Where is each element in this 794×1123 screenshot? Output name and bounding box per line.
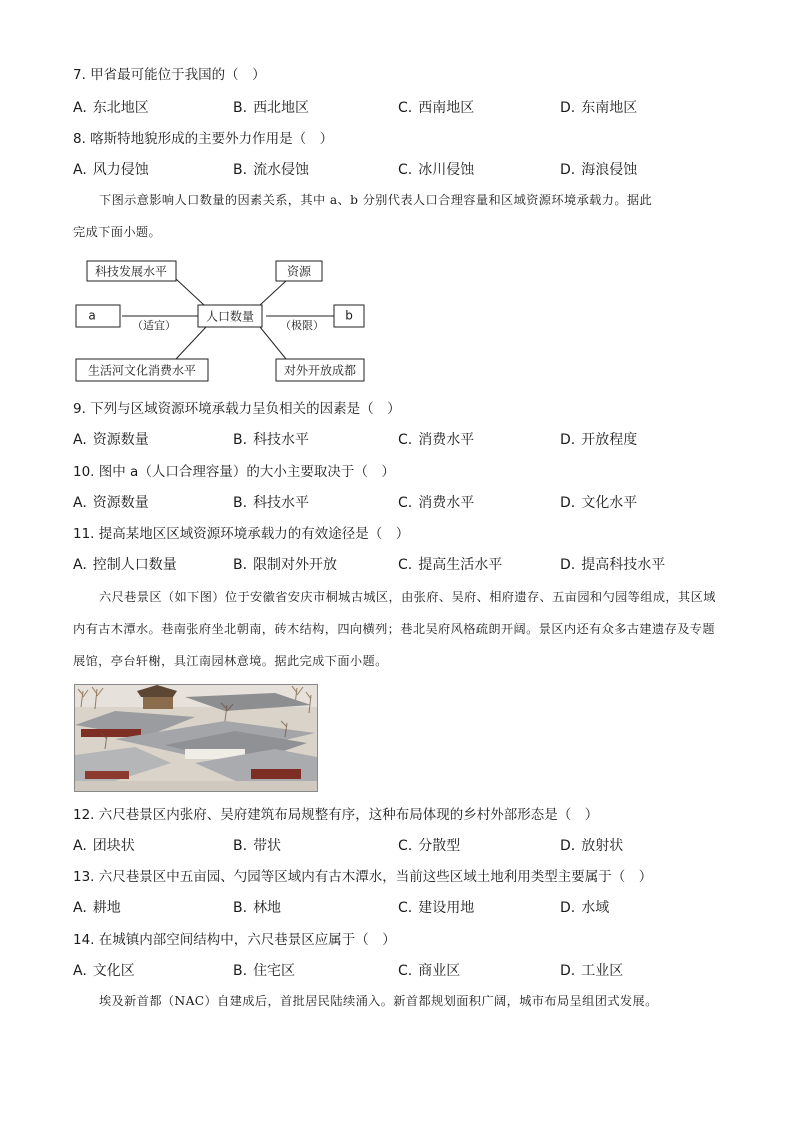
option-d[interactable]: D. 东南地区 xyxy=(560,100,638,116)
option-b[interactable]: B. 科技水平 xyxy=(233,432,310,448)
question-11-stem: 11. 提高某地区区域资源环境承载力的有效途径是（ ） xyxy=(73,526,410,542)
box-a xyxy=(76,305,120,327)
option-c[interactable]: C. 消费水平 xyxy=(398,495,475,511)
option-a[interactable]: A. 文化区 xyxy=(73,963,135,979)
option-a[interactable]: A. 耕地 xyxy=(73,900,121,916)
option-b[interactable]: B. 住宅区 xyxy=(233,963,296,979)
text-resource: 资源 xyxy=(286,264,312,279)
label-suitable: （适宜） xyxy=(132,319,176,332)
option-a[interactable]: A. 资源数量 xyxy=(73,495,149,511)
option-d[interactable]: D. 工业区 xyxy=(560,963,624,979)
question-9-options xyxy=(73,430,733,450)
option-c[interactable]: C. 提高生活水平 xyxy=(398,557,503,573)
option-a[interactable]: A. 风力侵蚀 xyxy=(73,162,149,178)
option-d[interactable]: D. 水域 xyxy=(560,900,610,916)
option-c[interactable]: C. 消费水平 xyxy=(398,432,475,448)
scenic-area-photo xyxy=(74,684,318,792)
option-c[interactable]: C. 冰川侵蚀 xyxy=(398,162,475,178)
option-c[interactable]: C. 商业区 xyxy=(398,963,461,979)
question-11-options xyxy=(73,555,733,575)
label-limit: （极限） xyxy=(280,319,324,332)
question-9-stem: 9. 下列与区域资源环境承载力呈负相关的因素是（ ） xyxy=(73,401,401,417)
question-10-options xyxy=(73,493,733,513)
option-c[interactable]: C. 分散型 xyxy=(398,838,461,854)
option-b[interactable]: B. 带状 xyxy=(233,838,282,854)
question-14-stem: 14. 在城镇内部空间结构中，六尺巷景区应属于（ ） xyxy=(73,932,396,948)
question-8-stem: 8. 喀斯特地貌形成的主要外力作用是（ ） xyxy=(73,131,334,147)
intro-paragraph-line-2: 完成下面小题。 xyxy=(73,225,162,239)
question-7-options xyxy=(73,98,733,118)
question-14-options xyxy=(73,961,733,981)
option-b[interactable]: B. 林地 xyxy=(233,900,282,916)
question-12-options xyxy=(73,836,733,856)
question-8-options xyxy=(73,160,733,180)
text-living: 生活河文化消费水平 xyxy=(87,363,197,378)
option-b[interactable]: B. 西北地区 xyxy=(233,100,310,116)
option-d[interactable]: D. 放射状 xyxy=(560,838,624,854)
option-b[interactable]: B. 限制对外开放 xyxy=(233,557,338,573)
option-a[interactable]: A. 东北地区 xyxy=(73,100,149,116)
option-c[interactable]: C. 西南地区 xyxy=(398,100,475,116)
option-d[interactable]: D. 提高科技水平 xyxy=(560,557,666,573)
intro-paragraph-2: 六尺巷景区（如下图）位于安徽省安庆市桐城古城区，由张府、吴府、相府遗存、五亩园和勺园等组成，其区域内有古木潭水。巷南张府坐北朝南，砖木结构，四向横列；巷北吴府风格疏朗开阔。景区内还有众多古建遗存及专题展馆，亭台轩榭，具江南园林意境。据此完成下面小题。 xyxy=(73,590,716,668)
question-13-stem: 13. 六尺巷景区中五亩园、勺园等区域内有古木潭水，当前这些区域土地利用类型主要属于（ ） xyxy=(73,869,653,885)
text-b: b xyxy=(345,308,353,323)
option-d[interactable]: D. 海浪侵蚀 xyxy=(560,162,638,178)
option-a[interactable]: A. 控制人口数量 xyxy=(73,557,177,573)
option-a[interactable]: A. 资源数量 xyxy=(73,432,149,448)
intro-paragraph-line-1: 下图示意影响人口数量的因素关系，其中 a、b 分别代表人口合理容量和区域资源环境承载力。据此 xyxy=(99,193,653,207)
intro-paragraph-3: 埃及新首都（NAC）自建成后，首批居民陆续涌入。新首都规划面积广阔，城市布局呈组团式发展。 xyxy=(99,994,658,1008)
text-tech: 科技发展水平 xyxy=(94,264,168,279)
question-12-stem: 12. 六尺巷景区内张府、吴府建筑布局规整有序，这种布局体现的乡村外部形态是（ ） xyxy=(73,807,599,823)
text-a: a xyxy=(88,308,96,323)
option-d[interactable]: D. 开放程度 xyxy=(560,432,638,448)
question-13-options xyxy=(73,898,733,918)
option-c[interactable]: C. 建设用地 xyxy=(398,900,475,916)
text-open: 对外开放成都 xyxy=(283,363,357,378)
population-factors-diagram xyxy=(70,255,370,385)
option-b[interactable]: B. 流水侵蚀 xyxy=(233,162,310,178)
option-a[interactable]: A. 团块状 xyxy=(73,838,135,854)
option-b[interactable]: B. 科技水平 xyxy=(233,495,310,511)
text-center: 人口数量 xyxy=(205,309,255,324)
option-d[interactable]: D. 文化水平 xyxy=(560,495,638,511)
question-10-stem: 10. 图中 a（人口合理容量）的大小主要取决于（ ） xyxy=(73,464,395,480)
question-7-stem: 7. 甲省最可能位于我国的（ ） xyxy=(73,67,266,83)
